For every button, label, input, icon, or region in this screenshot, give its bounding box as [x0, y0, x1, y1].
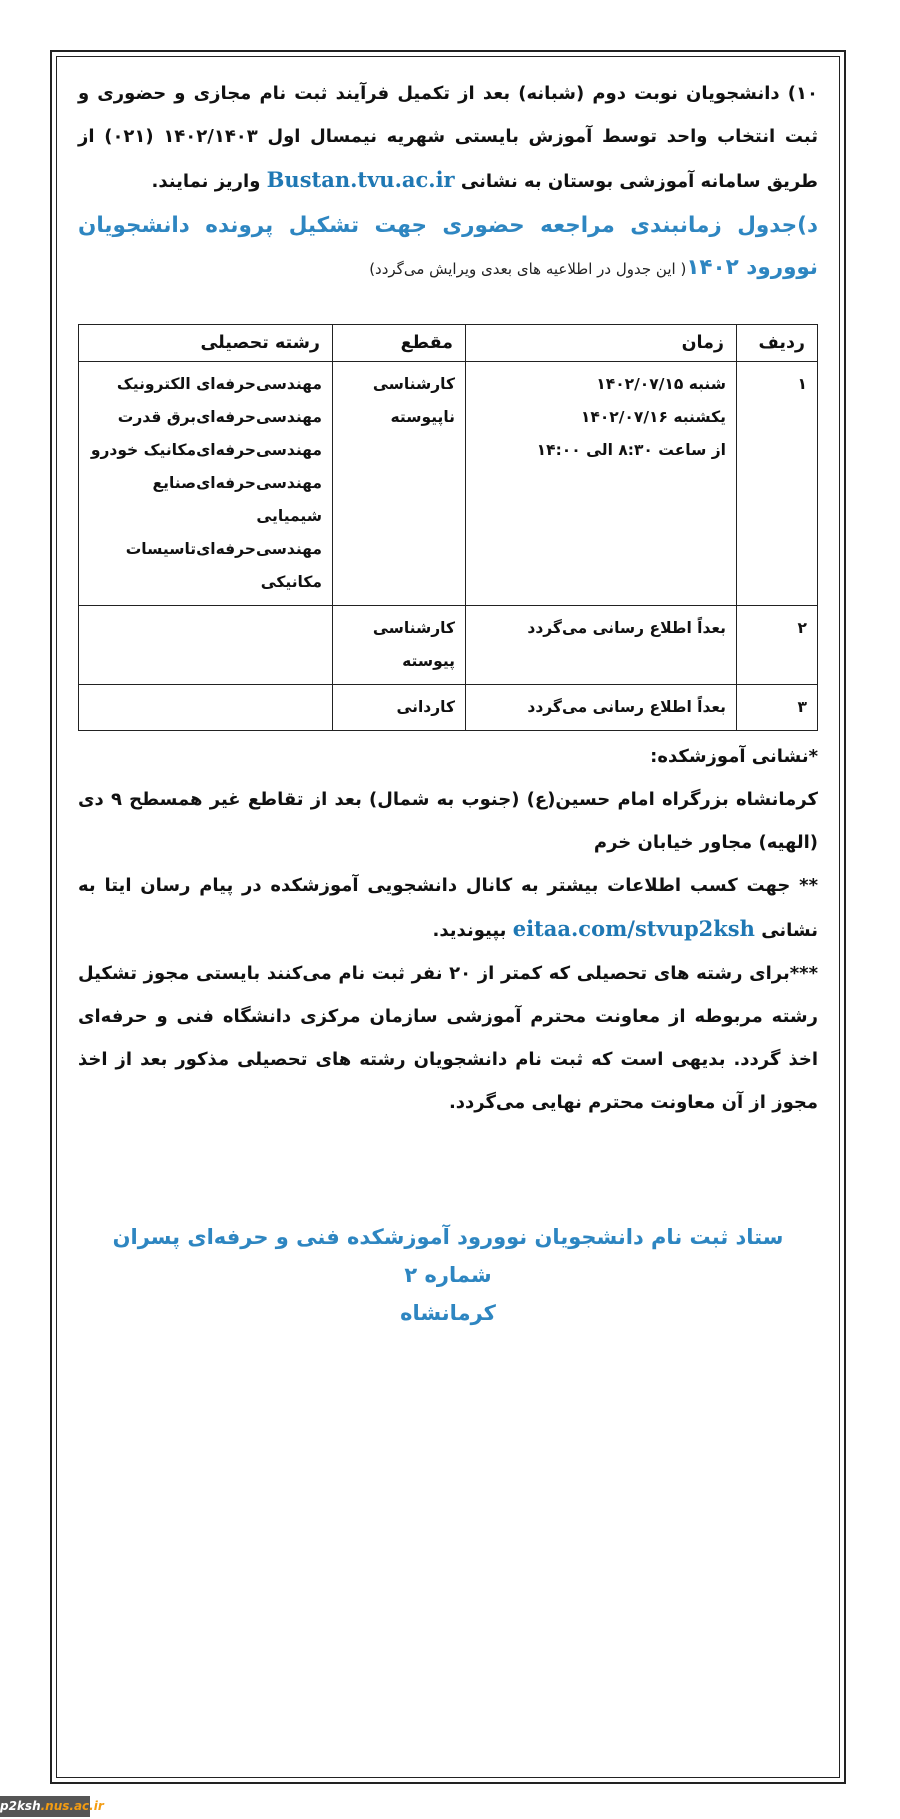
footer-line-1: ستاد ثبت نام دانشجویان نوورود آموزشکده فنی و حرفه‌ای پسران شماره ۲ [112, 1225, 784, 1287]
field-line: مهندسی‌حرفه‌ای‌صنایع شیمیایی [152, 474, 322, 525]
channel-tail: بپیوندید. [432, 920, 507, 941]
level-line: ناپیوسته [390, 408, 455, 426]
cell-row-number: ۱ [737, 362, 818, 606]
header-field: رشته تحصیلی [79, 325, 333, 362]
document-body [78, 72, 818, 1332]
schedule-heading-note: ( این جدول در اطلاعیه های بعدی ویرایش می‌گردد) [369, 260, 687, 278]
table-row [79, 685, 818, 731]
cell-time [466, 362, 737, 606]
notice-paragraph: ***برای رشته های تحصیلی که کمتر از ۲۰ نفر ثبت نام می‌کنند بایستی مجوز تشکیل رشته مربوطه از معاونت محترم آموزشی سازمان مرکزی دانشگاه فنی و حرفه‌ای اخذ گردد. بدیهی است که ثبت نام دانشجویان رشته های تحصیلی مذکور بعد از اخذ مجوز از آن معاونت محترم نهایی می‌گردد. [78, 963, 819, 1113]
schedule-heading [78, 205, 818, 290]
header-level: مقطع [333, 325, 466, 362]
cell-time [466, 606, 737, 685]
cell-level [333, 685, 466, 731]
field-line: مهندسی‌حرفه‌ای‌مکانیک خودرو [90, 441, 322, 459]
header-time: زمان [466, 325, 737, 362]
level-line: کارشناسی [372, 619, 455, 637]
paragraph-10-text: ۱۰) دانشجویان نوبت دوم (شبانه) بعد از تکمیل فرآیند ثبت نام مجازی و حضوری و ثبت انتخاب واحد توسط آموزش بایستی شهریه نیمسال اول ۱۴۰۲/۱۴۰۳ (۰۲۱) از طریق سامانه آموزشی بوستان به نشانی [78, 83, 819, 192]
channel-paragraph [78, 864, 818, 952]
paragraph-10 [78, 72, 818, 203]
address-label: *نشانی آموزشکده: [650, 746, 818, 767]
cell-field [79, 606, 333, 685]
time-line: بعداً اطلاع رسانی می‌گردد [527, 698, 726, 716]
schedule-heading-title: د)جدول زمانبندی مراجعه حضوری جهت تشکیل پرونده دانشجویان نوورود ۱۴۰۲ [78, 213, 818, 280]
badge-suffix: .nus.ac.ir [40, 1799, 104, 1813]
field-line: مهندسی‌حرفه‌ای الکترونیک [116, 375, 322, 393]
footer-line-2: کرمانشاه [400, 1301, 496, 1325]
field-line: مهندسی‌حرفه‌ای‌تاسیسات مکانیکی [125, 540, 322, 591]
channel-text: ** جهت کسب اطلاعات بیشتر به کانال دانشجویی آموزشکده در پیام رسان ایتا به نشانی [78, 875, 818, 941]
cell-field [79, 685, 333, 731]
paragraph-10-tail: واریز نمایند. [151, 171, 261, 192]
time-line: یکشنبه ۱۴۰۲/۰۷/۱۶ [580, 408, 726, 426]
time-line: از ساعت ۸:۳۰ الی ۱۴:۰۰ [536, 441, 726, 459]
header-row-number: ردیف [737, 325, 818, 362]
level-line: پیوسته [402, 652, 455, 670]
field-line: مهندسی‌حرفه‌ای‌برق قدرت [117, 408, 322, 426]
bustan-link[interactable]: Bustan.tvu.ac.ir [266, 167, 455, 192]
time-line: بعداً اطلاع رسانی می‌گردد [527, 619, 726, 637]
eitaa-link[interactable]: eitaa.com/stvup2ksh [512, 916, 755, 941]
cell-field [79, 362, 333, 606]
time-line: شنبه ۱۴۰۲/۰۷/۱۵ [596, 375, 726, 393]
footer-signature [78, 1218, 818, 1332]
cell-row-number: ۲ [737, 606, 818, 685]
site-watermark-badge [0, 1796, 104, 1817]
cell-level [333, 362, 466, 606]
table-row [79, 606, 818, 685]
table-row [79, 362, 818, 606]
level-line: کاردانی [396, 698, 455, 716]
cell-level [333, 606, 466, 685]
badge-prefix: p2ksh [0, 1799, 41, 1813]
cell-time [466, 685, 737, 731]
schedule-table [78, 324, 818, 731]
address-text: کرمانشاه بزرگراه امام حسین(ع) (جنوب به شمال) بعد از تقاطع غیر همسطح ۹ دی (الهیه) مجاور خیابان خرم [78, 789, 818, 853]
table-header-row [79, 325, 818, 362]
level-line: کارشناسی [372, 375, 455, 393]
cell-row-number: ۳ [737, 685, 818, 731]
